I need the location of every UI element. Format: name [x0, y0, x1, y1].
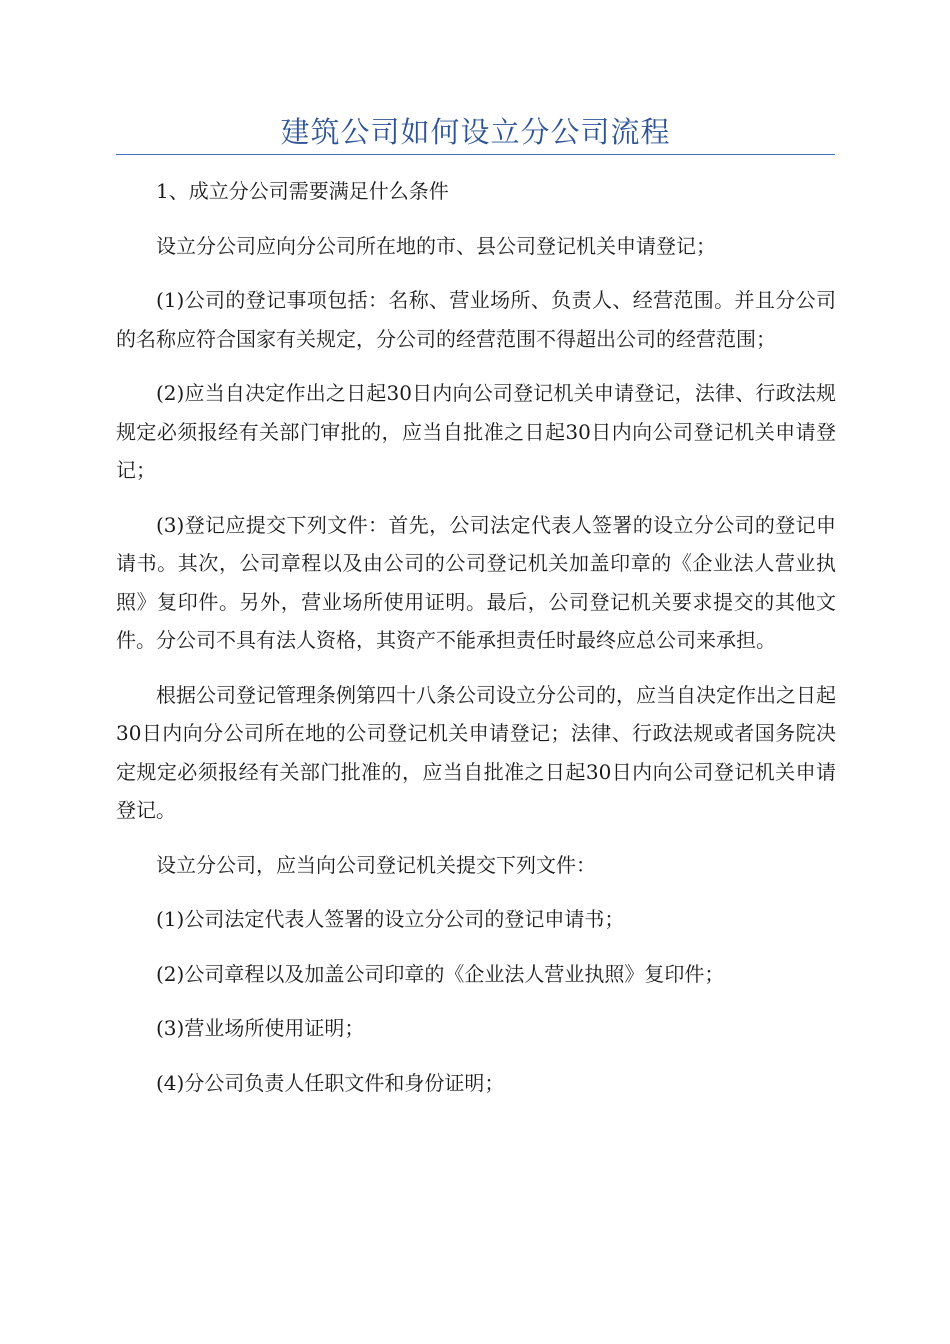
paragraph-section-heading: 1、成立分公司需要满足什么条件	[156, 179, 449, 203]
paragraph: 根据公司登记管理条例第四十八条公司设立分公司的，应当自决定作出之日起30日内向分公司所在地的公司登记机关申请登记；法律、行政法规或者国务院决定规定必须报经有关部门批准的，应当自批准之日起30日内向公司登记机关申请登记。	[116, 682, 836, 822]
paragraph: (1)公司的登记事项包括：名称、营业场所、负责人、经营范围。并且分公司的名称应符合国家有关规定，分公司的经营范围不得超出公司的经营范围；	[116, 288, 836, 351]
list-item: (3)营业场所使用证明；	[156, 1016, 365, 1040]
paragraph: (2)应当自决定作出之日起30日内向公司登记机关申请登记，法律、行政法规规定必须报经有关部门审批的，应当自批准之日起30日内向公司登记机关申请登记；	[116, 381, 836, 482]
paragraph: 设立分公司，应当向公司登记机关提交下列文件：	[156, 852, 596, 877]
paragraph: 设立分公司应向分公司所在地的市、县公司登记机关申请登记；	[156, 233, 716, 258]
document-title: 建筑公司如何设立分公司流程	[280, 115, 671, 149]
title-underline	[116, 154, 835, 155]
list-item: (2)公司章程以及加盖公司印章的《企业法人营业执照》复印件；	[156, 961, 725, 986]
list-item: (1)公司法定代表人签署的设立分公司的登记申请书；	[156, 907, 625, 931]
paragraph: (3)登记应提交下列文件：首先，公司法定代表人签署的设立分公司的登记申请书。其次，公司章程以及由公司的公司登记机关加盖印章的《企业法人营业执照》复印件。另外，营业场所使用证明。最后，公司登记机关要求提交的其他文件。分公司不具有法人资格，其资产不能承担责任时最终应总公司来承担。	[116, 512, 836, 652]
list-item: (4)分公司负责人任职文件和身份证明；	[156, 1070, 505, 1095]
document-body	[116, 172, 836, 1118]
